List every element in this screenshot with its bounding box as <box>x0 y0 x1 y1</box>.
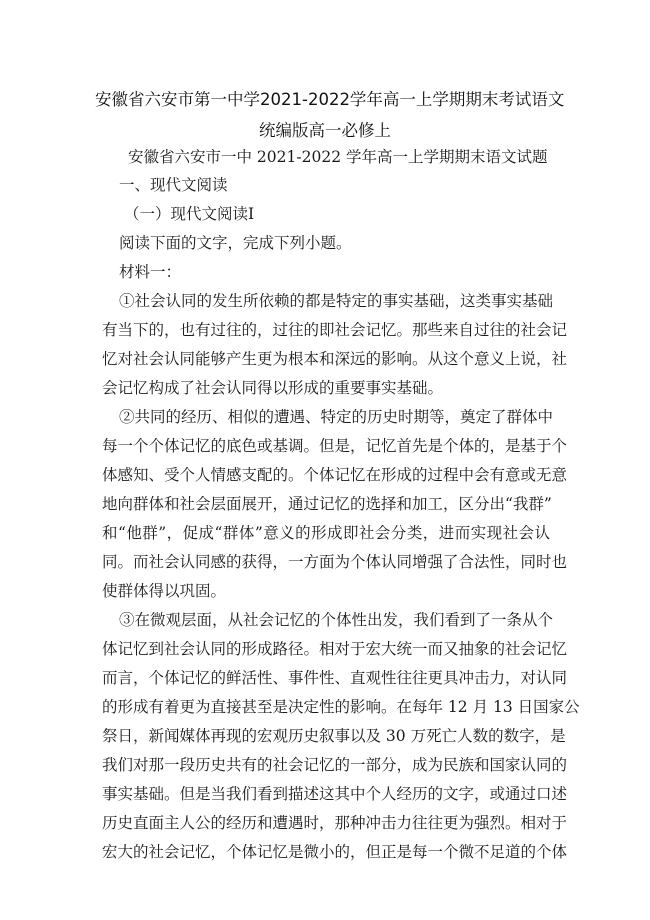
paragraph-line: 我们对那一段历史共有的社会记忆的一部分，成为民族和国家认同的 <box>102 756 568 774</box>
document-title-line-1: 安徽省六安市第一中学2021-2022学年高一上学期期末考试语文 <box>95 90 565 109</box>
subsection-heading: （一）现代文阅读Ⅰ <box>124 205 255 223</box>
paragraph-line: 祭日，新闻媒体再现的宏观历史叙事以及 30 万死亡人数的数字，是 <box>102 727 566 745</box>
paragraph-line: ②共同的经历、相似的遭遇、特定的历史时期等，奠定了群体中 <box>119 408 554 426</box>
paragraph-line: 地向群体和社会层面展开，通过记忆的选择和加工，区分出“我群” <box>102 495 552 513</box>
paragraph-line: ③在微观层面，从社会记忆的个体性出发，我们看到了一条从个 <box>119 611 554 629</box>
paragraph-line: 有当下的，也有过往的，过往的即社会记忆。那些来自过往的社会记 <box>102 321 568 339</box>
paragraph-line: 而言，个体记忆的鲜活性、事件性、直观性往往更具冲击力，对认同 <box>102 669 568 687</box>
paragraph-line: 宏大的社会记忆，个体记忆是微小的，但正是每一个微不足道的个体 <box>102 843 568 861</box>
paragraph-line: ①社会认同的发生所依赖的都是特定的事实基础，这类事实基础 <box>119 292 554 310</box>
document-title-line-2: 统编版高一必修上 <box>259 121 391 140</box>
paragraph-line: 和“他群”，促成“群体”意义的形成即社会分类，进而实现社会认 <box>102 524 550 542</box>
paragraph-line: 同。而社会认同感的获得，一方面为个体认同增强了合法性，同时也 <box>102 553 568 571</box>
paragraph-line: 使群体得以巩固。 <box>102 582 227 600</box>
material-label: 材料一： <box>119 263 182 281</box>
section-heading: 一、现代文阅读 <box>119 176 228 194</box>
paragraph-line: 体记忆到社会认同的形成路径。相对于宏大统一而又抽象的社会记忆 <box>102 640 568 658</box>
exam-subtitle: 安徽省六安市一中 2021-2022 学年高一上学期期末语文试题 <box>128 148 548 166</box>
paragraph-line: 会记忆构成了社会认同得以形成的重要事实基础。 <box>102 379 444 397</box>
paragraph-line: 体感知、受个人情感支配的。个体记忆在形成的过程中会有意或无意 <box>102 466 568 484</box>
paragraph-line: 的形成有着更为直接甚至是决定性的影响。在每年 12 月 13 日国家公 <box>102 698 580 716</box>
paragraph-line: 每一个个体记忆的底色或基调。但是，记忆首先是个体的，是基于个 <box>102 437 568 455</box>
paragraph-line: 忆对社会认同能够产生更为根本和深远的影响。从这个意义上说，社 <box>102 350 568 368</box>
reading-instruction: 阅读下面的文字，完成下列小题。 <box>119 234 352 252</box>
paragraph-line: 事实基础。但是当我们看到描述这其中个人经历的文字，或通过口述 <box>102 785 568 803</box>
paragraph-line: 历史直面主人公的经历和遭遇时，那种冲击力往往更为强烈。相对于 <box>102 814 568 832</box>
